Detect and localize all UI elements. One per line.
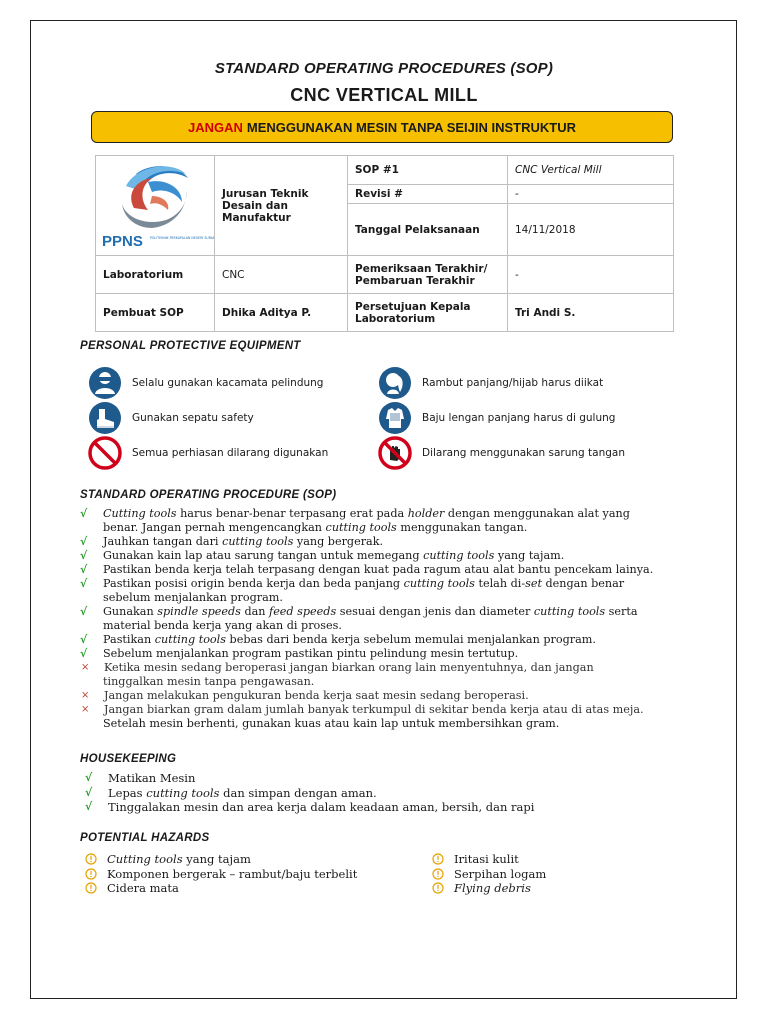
author-label: Pembuat SOP bbox=[96, 294, 215, 332]
no-jewelry-icon bbox=[88, 436, 122, 470]
ppe-text-sleeves: Baju lengan panjang harus di gulung bbox=[422, 412, 616, 424]
check-mark: √ bbox=[80, 563, 88, 576]
last-check-label: Pemeriksaan Terakhir/ Pembaruan Terakhir bbox=[348, 256, 508, 294]
hazard-item: Flying debris bbox=[432, 881, 546, 896]
hazards-right-column bbox=[432, 852, 546, 896]
approval-label: Persetujuan Kepala Laboratorium bbox=[348, 294, 508, 332]
revision-value: - bbox=[508, 184, 674, 204]
author-value: Dhika Aditya P. bbox=[215, 294, 348, 332]
safety-boot-icon bbox=[88, 401, 122, 435]
sop-item: √ Jauhkan tangan dari cutting tools yang bergerak. bbox=[80, 535, 384, 548]
ppe-item-goggles bbox=[88, 366, 323, 400]
sop-heading: STANDARD OPERATING PROCEDURE (SOP) bbox=[80, 489, 337, 501]
hair-tie-icon bbox=[378, 366, 412, 400]
cross-mark: × bbox=[81, 704, 90, 715]
warning-word: JANGAN bbox=[187, 119, 243, 135]
department-cell: Jurusan Teknik Desain dan Manufaktur bbox=[215, 156, 348, 256]
warning-circle-icon bbox=[432, 868, 444, 880]
hazard-item: Serpihan logam bbox=[432, 867, 546, 882]
sop-item-continuation: material benda kerja yang akan di proses. bbox=[103, 619, 342, 632]
warning-banner bbox=[91, 111, 673, 143]
ppe-text-goggles: Selalu gunakan kacamata pelindung bbox=[132, 377, 324, 389]
check-mark: √ bbox=[80, 647, 88, 660]
warning-text: MENGGUNAKAN MESIN TANPA SEIJIN INSTRUKTUR bbox=[246, 119, 576, 135]
sop-item: √ Gunakan kain lap atau sarung tangan untuk memegang cutting tools yang tajam. bbox=[80, 549, 565, 562]
document-title: STANDARD OPERATING PROCEDURES (SOP) bbox=[214, 60, 554, 77]
sop-item-continuation: Setelah mesin berhenti, gunakan kuas atau kain lap untuk membersihkan gram. bbox=[103, 717, 560, 730]
hazards-heading: POTENTIAL HAZARDS bbox=[80, 832, 210, 844]
sop-item: √ Cutting tools harus benar-benar terpasang erat pada holder dengan menggunakan alat yang bbox=[80, 507, 630, 520]
housekeeping-item: √ Matikan Mesin bbox=[85, 771, 196, 785]
check-mark: √ bbox=[80, 633, 88, 646]
ppe-text-hair: Rambut panjang/hijab harus diikat bbox=[422, 377, 604, 389]
logo-caption: POLITEKNIK PERKAPALAN NEGERI SURABAYA bbox=[150, 236, 214, 240]
ppe-item-gloves bbox=[378, 436, 625, 470]
ppe-item-hair bbox=[378, 366, 603, 400]
ppe-text-gloves: Dilarang menggunakan sarung tangan bbox=[422, 447, 625, 459]
check-mark: √ bbox=[80, 507, 88, 520]
sop-number-value: CNC Vertical Mill bbox=[508, 156, 674, 185]
lab-label: Laboratorium bbox=[96, 256, 215, 294]
check-mark: √ bbox=[85, 771, 93, 784]
housekeeping-list bbox=[85, 771, 534, 815]
check-mark: √ bbox=[80, 577, 88, 590]
check-mark: √ bbox=[85, 800, 93, 813]
hazards-left-column bbox=[85, 852, 357, 896]
sop-prohibition: × Jangan melakukan pengukuran benda kerja saat mesin sedang beroperasi. bbox=[81, 689, 529, 702]
date-label: Tanggal Pelaksanaan bbox=[348, 204, 508, 256]
sop-item: √ Gunakan spindle speeds dan feed speeds sesuai dengan jenis dan diameter cutting tools serta bbox=[80, 605, 638, 618]
lab-value: CNC bbox=[215, 256, 348, 294]
sop-prohibition: × Ketika mesin sedang beroperasi jangan biarkan orang lain menyentuhnya, dan jangan bbox=[81, 661, 594, 674]
approval-value: Tri Andi S. bbox=[508, 294, 674, 332]
hazard-item: Cutting tools yang tajam bbox=[85, 852, 357, 867]
warning-circle-icon bbox=[432, 882, 444, 894]
sop-item: √ Pastikan benda kerja telah terpasang dengan kuat pada ragum atau alat bantu pencekam lainya. bbox=[80, 563, 654, 576]
logo-cell bbox=[96, 156, 215, 256]
sop-list bbox=[80, 507, 680, 731]
check-mark: √ bbox=[80, 535, 88, 548]
check-mark: √ bbox=[80, 549, 88, 562]
sop-item-continuation: sebelum menjalankan program. bbox=[103, 591, 283, 604]
housekeeping-heading: HOUSEKEEPING bbox=[80, 753, 177, 765]
ppns-logo bbox=[96, 156, 214, 252]
check-mark: √ bbox=[85, 785, 93, 799]
date-value: 14/11/2018 bbox=[508, 204, 674, 256]
ppe-heading: PERSONAL PROTECTIVE EQUIPMENT bbox=[80, 340, 301, 352]
sop-item: √ Pastikan cutting tools bebas dari benda kerja sebelum memulai menjalankan program. bbox=[80, 633, 596, 646]
cross-mark: × bbox=[81, 662, 90, 673]
sleeves-icon bbox=[378, 401, 412, 435]
sop-info-table bbox=[95, 155, 674, 332]
hazard-item: Komponen bergerak – rambut/baju terbelit bbox=[85, 867, 357, 882]
revision-label: Revisi # bbox=[348, 184, 508, 204]
check-mark: √ bbox=[80, 605, 88, 618]
sop-prohibition: × Jangan biarkan gram dalam jumlah banyak terkumpul di sekitar benda kerja atau di atas meja. bbox=[81, 703, 644, 716]
document-subtitle: CNC VERTICAL MILL bbox=[290, 85, 478, 105]
logo-text: PPNS bbox=[102, 233, 143, 250]
hazard-item: Iritasi kulit bbox=[432, 852, 546, 867]
hazard-item: Cidera mata bbox=[85, 881, 357, 896]
ppe-item-sleeves bbox=[378, 401, 615, 435]
ppe-item-boots bbox=[88, 401, 254, 435]
sop-item-continuation: tinggalkan mesin tanpa pengawasan. bbox=[103, 675, 315, 688]
sop-item-continuation: benar. Jangan pernah mengencangkan cutting tools menggunakan tangan. bbox=[103, 521, 528, 534]
warning-circle-icon bbox=[432, 853, 444, 865]
sop-number-label: SOP #1 bbox=[348, 156, 508, 185]
goggles-icon bbox=[88, 366, 122, 400]
warning-circle-icon bbox=[85, 853, 97, 865]
sop-item: √ Pastikan posisi origin benda kerja dan beda panjang cutting tools telah di-set dengan benar bbox=[80, 577, 625, 590]
housekeeping-item: √ Tinggalakan mesin dan area kerja dalam keadaan aman, bersih, dan rapi bbox=[85, 800, 535, 814]
no-gloves-icon bbox=[378, 436, 412, 470]
housekeeping-item: √ Lepas cutting tools dan simpan dengan aman. bbox=[85, 785, 377, 800]
ppe-item-jewelry bbox=[88, 436, 328, 470]
sop-item: √ Sebelum menjalankan program pastikan pintu pelindung mesin tertutup. bbox=[80, 647, 519, 660]
ppe-text-boots: Gunakan sepatu safety bbox=[132, 412, 254, 424]
warning-circle-icon bbox=[85, 868, 97, 880]
warning-circle-icon bbox=[85, 882, 97, 894]
last-check-value: - bbox=[508, 256, 674, 294]
cross-mark: × bbox=[81, 690, 90, 701]
ppe-text-jewelry: Semua perhiasan dilarang digunakan bbox=[132, 447, 329, 459]
